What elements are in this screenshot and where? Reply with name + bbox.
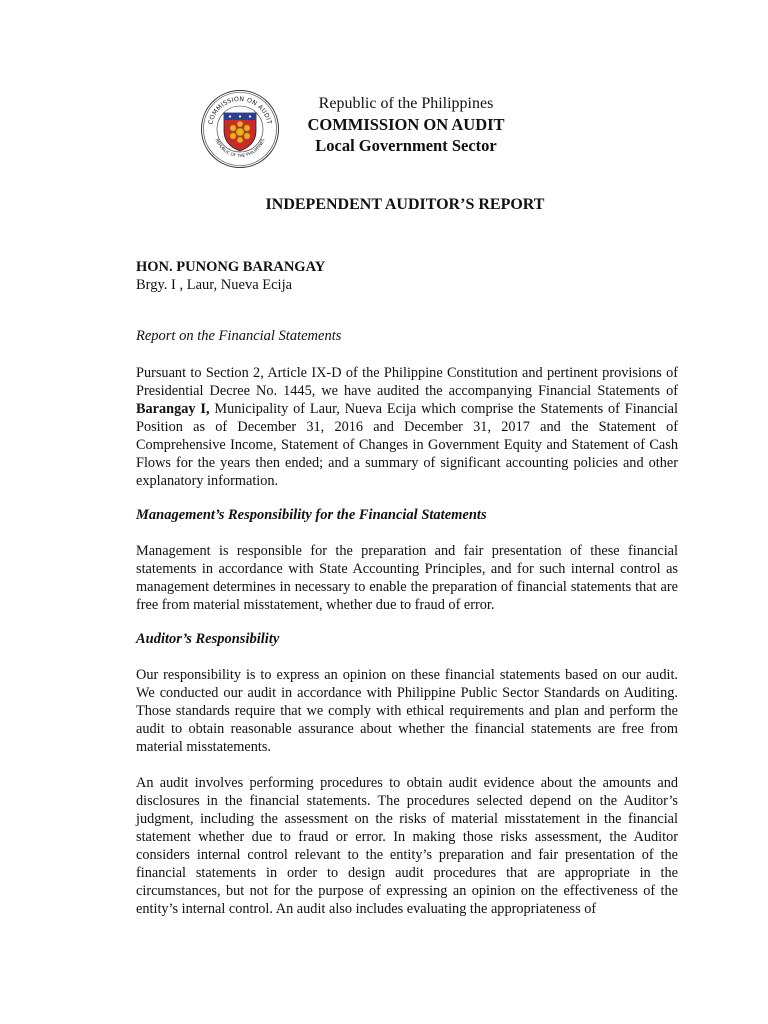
letterhead-republic: Republic of the Philippines [318, 95, 494, 112]
section-heading-auditor: Auditor’s Responsibility [136, 631, 280, 647]
paragraph-report-entity: Barangay I, [136, 401, 210, 417]
svg-text:REPUBLIC OF THE PHILIPPINES: REPUBLIC OF THE PHILIPPINES [214, 137, 266, 159]
report-title: INDEPENDENT AUDITOR’S REPORT [265, 196, 545, 213]
paragraph-auditor-2: An audit involves performing procedures to obtain audit evidence about the amounts and disclosures in the financial statements. The procedures selected depend on the Auditor’s judgment, including the assessment on the risks of material misstatement in the financial statement whether due to fraud or error. In making those risks assessment, the Auditor considers internal control relevant to the entity’s preparation and fair presentation of the financial statements in order to design audit procedures that are appropriate in the circumstances, but not for the purpose of expressing an opinion on the effectiveness of the entity’s internal control. An audit also includes evaluating the appropriateness of [136, 775, 678, 917]
letterhead-agency: COMMISSION ON AUDIT [307, 115, 505, 134]
section-heading-management: Management’s Responsibility for the Financial Statements [136, 507, 487, 523]
section-heading-report: Report on the Financial Statements [136, 328, 342, 344]
letterhead-sector: Local Government Sector [315, 136, 497, 155]
paragraph-report-part1: Pursuant to Section 2, Article IX-D of the Philippine Constitution and pertinent provisions of Presidential Decree No. 1445, we have audited the accompanying Financial Statements of [136, 365, 678, 399]
letterhead [280, 93, 532, 156]
paragraph-management: Management is responsible for the preparation and fair presentation of these financial statements in accordance with State Accounting Principles, and for such internal control as management determines in necessary to enable the preparation of financial statements that are free from material misstatement, whether due to fraud of error. [136, 543, 678, 613]
paragraph-auditor-1: Our responsibility is to express an opinion on these financial statements based on our audit. We conducted our audit in accordance with Philippine Public Sector Standards on Auditing. Those standards require that we comply with ethical requirements and plan and perform the audit to obtain reasonable assurance about whether the financial statements are free from material misstatements. [136, 667, 678, 755]
svg-text:COMMISSION ON AUDIT: COMMISSION ON AUDIT [207, 95, 273, 126]
coa-seal-logo [200, 89, 280, 169]
paragraph-report-part2: Municipality of Laur, Nueva Ecija which comprise the Statements of Financial Position as of December 31, 2016 and December 31, 2017 and the Statement of Comprehensive Income, Statement of Changes in Government Equity and Statement of Cash Flows for the years then ended; and a summary of significant accounting policies and other explanatory information. [136, 401, 678, 489]
addressee-name: HON. PUNONG BARANGAY [136, 259, 326, 275]
paragraph-report [136, 364, 678, 490]
addressee-address: Brgy. I , Laur, Nueva Ecija [136, 277, 293, 293]
addressee-block [136, 258, 325, 294]
